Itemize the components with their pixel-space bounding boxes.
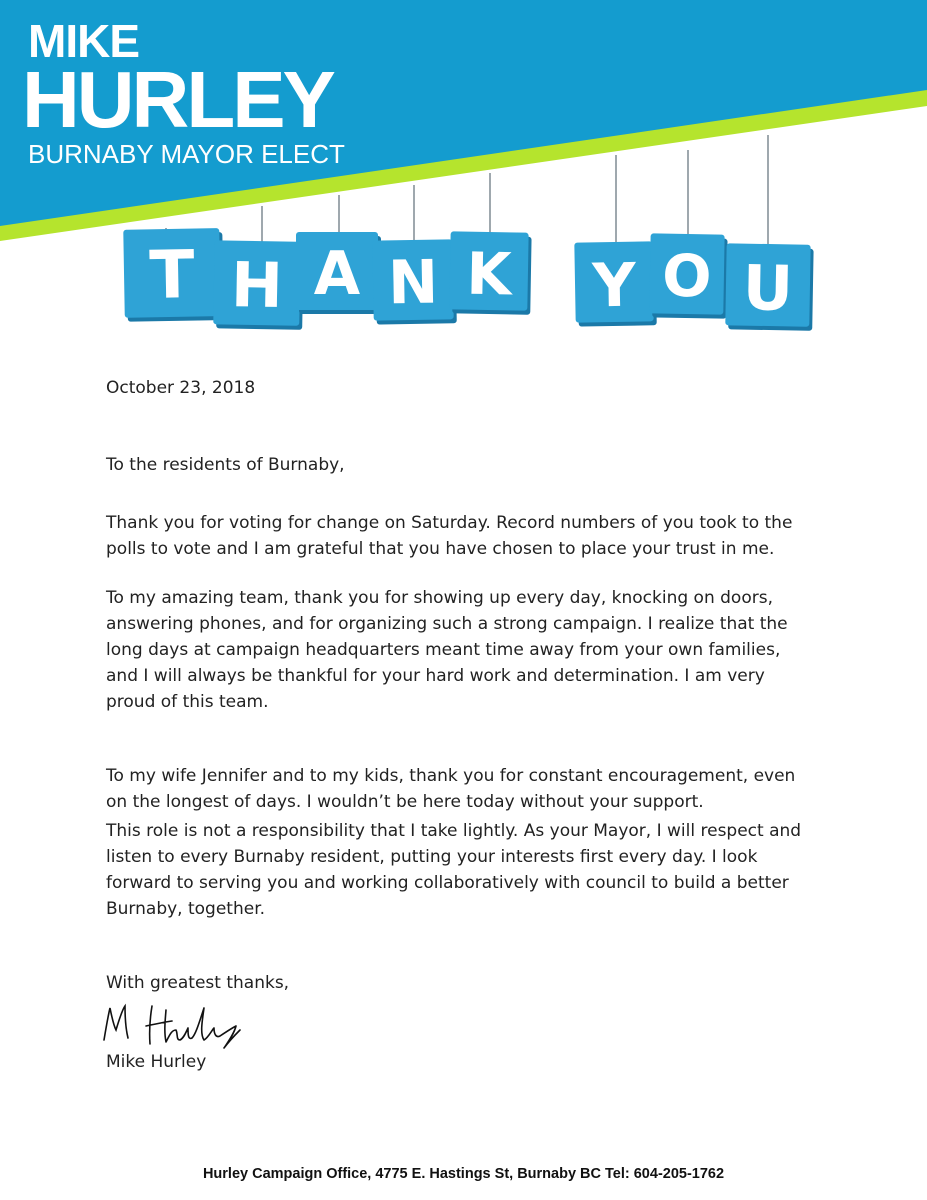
tile-letter: O [661, 241, 713, 311]
letter-paragraph: This role is not a responsibility that I take lightly. As your Mayor, I will respect and listen to every Burnaby resident, putting your interests first every day. I look forward to serving you and working collaboratively with council to build a better Burnaby, together. [106, 821, 802, 919]
tile-k [449, 231, 531, 314]
tile-letter: H [230, 248, 284, 322]
tile-letter: K [465, 239, 512, 309]
tile-a [296, 232, 381, 314]
tile-letter: U [742, 251, 794, 325]
tile-h [213, 240, 304, 330]
word-thank [123, 228, 531, 330]
letter-paragraph: To my wife Jennifer and to my kids, thank you for constant encouragement, even on the longest of days. I wouldn’t be here today without your support. [106, 766, 796, 812]
footer-contact: Hurley Campaign Office, 4775 E. Hastings St, Burnaby BC Tel: 604-205-1762 [202, 1166, 725, 1182]
tile-t [123, 228, 224, 322]
letter-paragraph: Thank you for voting for change on Saturday. Record numbers of you took to the polls to vote and I am grateful that you have chosen to place your trust in me. [106, 513, 793, 559]
letter-salutation: To the residents of Burnaby, [106, 455, 345, 475]
word-you [574, 233, 813, 330]
tile-n [372, 239, 456, 324]
tile-letter: T [148, 236, 196, 314]
letter-paragraph: To my amazing team, thank you for showing up every day, knocking on doors, answering phones, and for organizing such a strong campaign. I realize that the long days at campaign headquarters meant time away from your own families, and I will always be thankful for your hard work and determination. I am very proud of this team. [106, 588, 788, 712]
brand-tagline: BURNABY MAYOR ELECT [28, 139, 345, 169]
tile-letter: A [313, 239, 361, 309]
tile-u [725, 243, 813, 331]
handwritten-signature [100, 1000, 250, 1052]
tile-letter: Y [591, 250, 637, 322]
header-banner [0, 0, 927, 345]
letter-closing: With greatest thanks, [106, 973, 290, 993]
brand-first-name: MIKE [28, 15, 139, 67]
letter-signer: Mike Hurley [106, 1052, 207, 1072]
letter-date: October 23, 2018 [106, 378, 256, 398]
tile-y [574, 241, 656, 326]
brand-last-name: HURLEY [22, 55, 333, 144]
tile-o [649, 233, 727, 318]
tile-letter: N [387, 247, 439, 319]
